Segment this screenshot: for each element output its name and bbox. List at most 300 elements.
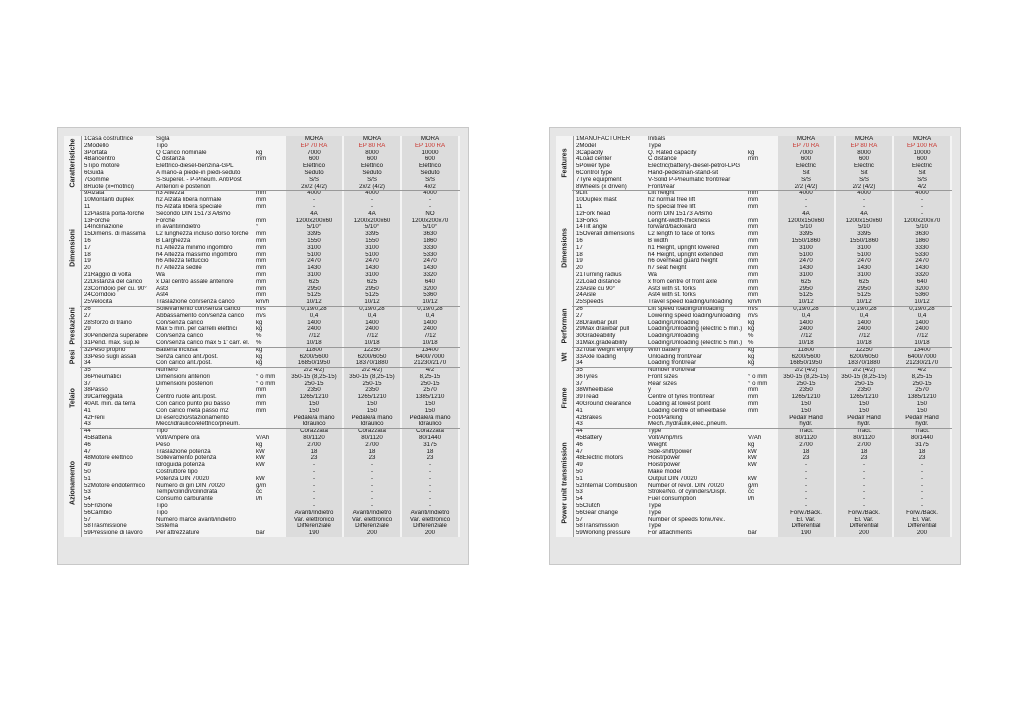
param-label: 38Wheelbase <box>576 387 614 394</box>
param-desc: Consumo carburante <box>156 496 213 503</box>
table-row <box>64 523 460 530</box>
unit: kg <box>256 346 263 353</box>
param-desc: Per attrezzature <box>156 530 200 537</box>
model-2-value: 80/1120 <box>344 435 400 442</box>
param-desc: Peso <box>156 441 170 448</box>
model-2-value: 2700 <box>344 442 400 449</box>
param-desc: Centro ruote ant./post. <box>156 394 217 401</box>
model-1-value: 600 <box>778 156 834 163</box>
unit: bar <box>256 530 265 537</box>
unit: m/s <box>748 312 758 319</box>
model-1-value: 1200x150x60 <box>778 218 834 225</box>
model-2-value: hydr. <box>836 421 892 428</box>
model-1-value: 250-15 <box>778 381 834 388</box>
model-2-value: 1430 <box>344 265 400 272</box>
model-1-value: - <box>286 483 342 490</box>
model-2-value: - <box>836 469 892 476</box>
section-label <box>64 367 82 428</box>
param-label: 15Dimens. di massima <box>84 231 146 238</box>
param-label: 48Motore elettrico <box>84 455 133 462</box>
model-2-value: 2x/2 (4/2) <box>344 184 400 191</box>
model-3-value: - <box>894 469 950 476</box>
param-desc: Type <box>648 523 662 530</box>
table-row <box>556 449 952 456</box>
table-row <box>556 143 952 150</box>
table-row <box>556 252 952 259</box>
param-label: 37 <box>576 380 583 387</box>
spec-table-english <box>556 136 952 537</box>
model-2-value: S/S <box>836 177 892 184</box>
param-label: 32Total weight empty <box>576 346 634 353</box>
model-2-value: 8000 <box>344 150 400 157</box>
param-desc: Potenza DIN 70020 <box>156 475 210 482</box>
param-desc: Loading/Unloading <box>648 333 699 340</box>
model-2-value: 6200/6050 <box>836 354 892 361</box>
unit: l/h <box>748 496 755 503</box>
model-1-value: 1550/1860 <box>778 238 834 245</box>
model-3-value: 150 <box>402 401 458 408</box>
param-desc: x from centre of front axle <box>648 278 718 285</box>
unit <box>256 184 284 191</box>
model-1-value: 190 <box>778 530 834 537</box>
model-2-value: 150 <box>344 408 400 415</box>
model-3-value: 2400 <box>402 326 458 333</box>
unit: cc <box>256 489 263 496</box>
section-label <box>64 190 82 306</box>
model-2-value: 4A <box>344 211 400 218</box>
unit: mm <box>256 156 267 163</box>
table-row <box>64 143 460 150</box>
table-row <box>556 469 952 476</box>
param-label: 48Electric motors <box>576 455 624 462</box>
model-2-value: - <box>836 197 892 204</box>
unit <box>748 163 776 170</box>
table-row <box>556 156 952 163</box>
param-desc: Con/senza carico <box>156 333 204 340</box>
param-desc: h1 Altezza minimo ingombro <box>156 244 233 251</box>
param-label: 47 <box>576 448 583 455</box>
unit: % <box>256 333 262 340</box>
model-3-value: El. Var. <box>894 517 950 524</box>
param-desc: Costruttore tipo <box>156 469 198 476</box>
param-desc: h3 Altezza <box>156 190 185 197</box>
unit: kg <box>256 360 263 367</box>
param-desc: Unloading front/rear <box>648 353 702 360</box>
unit: mm <box>256 190 267 197</box>
model-3-value: 5360 <box>402 292 458 299</box>
model-2-value: Avanti/Indietro <box>344 510 400 517</box>
model-2-value: - <box>344 476 400 483</box>
param-desc: L2 length to face of forks <box>648 231 715 238</box>
param-desc: Sigla <box>156 136 170 142</box>
model-1-value: 10/12 <box>286 299 342 306</box>
param-desc: h4 Altezza massimo ingombro <box>156 251 238 258</box>
model-2-value: 5/10 <box>836 224 892 231</box>
model-2-value: 2/2 4/2) <box>344 367 400 374</box>
unit: km/h <box>748 299 762 306</box>
param-desc: Idroguida potenza <box>156 462 205 469</box>
model-3-value: 3330 <box>402 245 458 252</box>
table-row <box>556 211 952 218</box>
param-label: 46 <box>576 441 583 448</box>
param-desc: Hoist/power <box>648 455 681 462</box>
model-3-value: 3630 <box>894 231 950 238</box>
unit <box>256 163 284 170</box>
param-label: 40Alt. min. da terra <box>84 401 136 408</box>
param-label: 27 <box>84 312 91 319</box>
param-desc: Centre of tyres front/rear <box>648 394 715 401</box>
param-desc: Ast4 <box>156 292 169 299</box>
model-3-value: 1430 <box>894 265 950 272</box>
model-2-value: - <box>344 496 400 503</box>
table-row <box>556 184 952 191</box>
table-row <box>556 150 952 157</box>
unit <box>256 510 284 517</box>
model-3-value: 21230/2170 <box>894 360 950 367</box>
model-2-value: 350-15 (8,25-15) <box>836 374 892 381</box>
model-1-value: 350-15 (8,25-15) <box>778 374 834 381</box>
param-label: 35 <box>576 367 583 374</box>
unit: kW <box>748 455 757 462</box>
param-label: 29 <box>84 326 91 333</box>
model-3-value: Pedale/a mano <box>402 415 458 422</box>
model-2-value: Pedale/a mano <box>344 415 400 422</box>
model-2-value: 18370/1880 <box>836 360 892 367</box>
table-row <box>64 231 460 238</box>
param-label: 50 <box>84 469 91 476</box>
model-3-value: - <box>894 489 950 496</box>
param-desc: S-Superel. - P-Pneum. Ant/Post <box>156 176 242 183</box>
param-label: 3Portata <box>84 149 108 156</box>
model-3-value: MORA <box>402 136 458 143</box>
model-1-value: 3395 <box>286 231 342 238</box>
unit <box>748 170 776 177</box>
param-label: 35 <box>84 367 91 374</box>
param-label: 34 <box>84 360 91 367</box>
param-desc: Forche <box>156 217 175 224</box>
table-row <box>556 204 952 211</box>
table-row <box>64 462 460 469</box>
model-3-value: 23 <box>894 455 950 462</box>
unit: ° o mm <box>748 380 768 387</box>
model-3-value: 7/12 <box>894 333 950 340</box>
model-3-value: 7/12 <box>402 333 458 340</box>
param-label: 11 <box>84 203 91 210</box>
param-desc: Con/senza carico max 5 1' carr. el. <box>156 339 250 346</box>
param-label: 16 <box>576 237 583 244</box>
param-label: 51 <box>84 475 91 482</box>
param-label: 46 <box>84 441 91 448</box>
model-3-value: 10000 <box>894 150 950 157</box>
unit: mm <box>256 237 267 244</box>
model-1-value: 23 <box>286 455 342 462</box>
model-1-value: 350-15 (8,25-15) <box>286 374 342 381</box>
section-separator <box>572 347 952 348</box>
model-1-value: 150 <box>778 408 834 415</box>
param-desc: Traslazione con/senza carico <box>156 299 235 306</box>
model-3-value: 1385/1210 <box>402 394 458 401</box>
param-label: 42Brakes <box>576 414 602 421</box>
param-label: 23Aisle cu 90° <box>576 285 616 292</box>
unit: kg <box>748 353 755 360</box>
param-desc: h6 Altezza tettuccio <box>156 258 209 265</box>
section-label <box>64 306 82 347</box>
model-3-value: 1430 <box>402 265 458 272</box>
param-desc: B Larghezza <box>156 237 191 244</box>
model-2-value: 18 <box>836 449 892 456</box>
model-2-value: 3395 <box>836 231 892 238</box>
unit: V/Ah <box>256 435 270 442</box>
model-1-value: 7/12 <box>778 333 834 340</box>
unit: mm <box>748 258 759 265</box>
table-row <box>64 517 460 524</box>
table-row <box>64 163 460 170</box>
param-label: 54 <box>576 496 583 503</box>
model-3-value: EP 100 RA <box>894 143 950 150</box>
param-label: 26 <box>576 305 583 312</box>
model-3-value: Tract. <box>894 428 950 435</box>
param-desc: Wa <box>648 271 657 278</box>
model-3-value: 0,4 <box>894 313 950 320</box>
unit <box>748 517 776 524</box>
param-label: 28Drawbar pull <box>576 319 617 326</box>
model-2-value: 3100 <box>344 245 400 252</box>
param-label: 10Duplex mast <box>576 197 617 204</box>
table-row <box>556 258 952 265</box>
model-3-value: 3175 <box>402 442 458 449</box>
model-1-value: - <box>778 204 834 211</box>
table-row <box>556 292 952 299</box>
model-2-value: 2400 <box>344 326 400 333</box>
model-2-value: MORA <box>344 136 400 143</box>
model-1-value: Idraulico <box>286 421 342 428</box>
unit: mm <box>748 285 759 292</box>
section-label-text: Frame <box>561 387 569 409</box>
param-desc: norm DIN 15173 A/B/no <box>648 210 713 217</box>
model-2-value: 350-15 (8,25-15) <box>344 374 400 381</box>
model-1-value: 1200x200x60 <box>286 218 342 225</box>
model-1-value: 5/10 <box>778 224 834 231</box>
param-desc: Volt/Ampère ora <box>156 435 200 442</box>
param-desc: Rear sizes <box>648 380 677 387</box>
model-2-value: 1430 <box>836 265 892 272</box>
table-row <box>64 435 460 442</box>
table-row <box>556 238 952 245</box>
param-label: 33Peso sugli assali <box>84 353 137 360</box>
table-row <box>556 455 952 462</box>
param-desc: h2 Alzata libera normale <box>156 197 222 204</box>
model-3-value: 150 <box>894 408 950 415</box>
param-desc: C distanza <box>156 156 185 163</box>
model-2-value: 7/12 <box>836 333 892 340</box>
unit: bar <box>748 530 757 537</box>
model-2-value: - <box>344 462 400 469</box>
model-2-value: Seduto <box>344 170 400 177</box>
unit <box>256 415 284 422</box>
param-label: 44 <box>576 428 583 435</box>
model-2-value: 150 <box>344 401 400 408</box>
param-label: 30Pendenza superabile <box>84 333 149 340</box>
model-2-value: Pedal/ Hand <box>836 415 892 422</box>
param-label: 29Max drawbar pull <box>576 326 630 333</box>
param-desc: L2 lunghezza incluso dorso forche <box>156 231 249 238</box>
param-desc: Sollevamento con/senza carico <box>156 305 241 312</box>
table-row <box>556 435 952 442</box>
table-row <box>64 326 460 333</box>
unit <box>748 136 776 143</box>
table-row <box>556 394 952 401</box>
model-1-value: 5125 <box>286 292 342 299</box>
param-desc: Foot/Parking <box>648 414 683 421</box>
model-3-value: 1200x200x70 <box>894 218 950 225</box>
model-1-value: 1430 <box>778 265 834 272</box>
param-label: 1MANUFACTURER <box>576 136 631 142</box>
table-row <box>556 510 952 517</box>
param-label: 37 <box>84 380 91 387</box>
unit: cc <box>748 489 755 496</box>
model-2-value: 80/1120 <box>836 435 892 442</box>
model-2-value: 600 <box>344 156 400 163</box>
param-desc: Number of speeds forw./rev.. <box>648 516 726 523</box>
model-2-value: 1265/1210 <box>344 394 400 401</box>
model-2-value: S/S <box>344 177 400 184</box>
model-3-value: - <box>894 503 950 510</box>
model-3-value: - <box>402 197 458 204</box>
param-label: 50 <box>576 469 583 476</box>
unit <box>256 177 284 184</box>
table-row <box>64 469 460 476</box>
model-2-value: 1200x200x60 <box>344 218 400 225</box>
param-desc: h6 overhead guard height <box>648 258 718 265</box>
model-1-value: 3100 <box>286 272 342 279</box>
section-label-text: Prestazioni <box>69 307 77 346</box>
model-3-value: 3320 <box>402 272 458 279</box>
param-label: 59Working pressure <box>576 530 631 537</box>
table-row <box>64 252 460 259</box>
model-2-value: - <box>836 496 892 503</box>
model-2-value: El. Var. <box>836 517 892 524</box>
param-label: 8Wheels (x driven) <box>576 183 627 190</box>
param-label: 17 <box>84 244 91 251</box>
section-separator <box>80 367 460 368</box>
model-1-value: 2950 <box>778 286 834 293</box>
unit: mm <box>256 387 267 394</box>
param-desc: Loading/Unloading (electric 5 min.) <box>648 326 743 333</box>
table-row <box>64 292 460 299</box>
unit: mm <box>748 231 759 238</box>
model-1-value: 150 <box>286 408 342 415</box>
model-2-value: MORA <box>836 136 892 143</box>
model-1-value: - <box>286 197 342 204</box>
model-3-value: Var. elettronico <box>402 517 458 524</box>
param-label: 4Load center <box>576 156 612 163</box>
param-desc: Ast3 with st. forks <box>648 285 696 292</box>
param-desc: Output DIN 70020 <box>648 475 698 482</box>
model-2-value: 1400 <box>344 320 400 327</box>
model-2-value: 23 <box>344 455 400 462</box>
param-label: 59Pressione di lavoro <box>84 530 143 537</box>
param-label: 36Pneumatici <box>84 373 121 380</box>
table-row <box>64 408 460 415</box>
param-desc: Tipo <box>156 509 168 516</box>
model-3-value: 4x/2 <box>402 184 458 191</box>
model-3-value: EP 100 RA <box>402 143 458 150</box>
model-2-value: 3100 <box>836 245 892 252</box>
model-3-value: 4/2 <box>894 367 950 374</box>
model-2-value: 2470 <box>344 258 400 265</box>
model-2-value: 6200/6050 <box>344 354 400 361</box>
param-desc: Fuel consumption <box>648 496 697 503</box>
section-label <box>64 347 82 367</box>
model-2-value: - <box>344 503 400 510</box>
unit: kg <box>748 360 755 367</box>
param-desc: With battery <box>648 346 681 353</box>
unit: mm <box>748 156 759 163</box>
param-label: 49 <box>576 462 583 469</box>
model-3-value: Electric <box>894 163 950 170</box>
param-label: 40Ground clearance <box>576 401 632 408</box>
section-label-text: Features <box>561 148 569 178</box>
model-1-value: 150 <box>286 401 342 408</box>
table-row <box>64 299 460 306</box>
param-desc: Q. Rated capacity <box>648 149 697 156</box>
model-2-value: 0,19/0,28 <box>836 306 892 313</box>
table-row <box>556 326 952 333</box>
param-label: 20 <box>576 265 583 272</box>
param-desc: Loading at lowest point <box>648 401 711 408</box>
param-label: 53 <box>84 489 91 496</box>
table-row <box>64 503 460 510</box>
model-1-value: 0,4 <box>286 313 342 320</box>
param-label: 38Passo <box>84 387 108 394</box>
section-separator <box>572 190 952 191</box>
model-3-value: 0,19/0,28 <box>402 306 458 313</box>
param-label: 2Modello <box>84 142 109 149</box>
section-separator <box>80 306 460 307</box>
model-1-value: - <box>778 462 834 469</box>
unit: mm <box>256 407 267 414</box>
model-1-value: 625 <box>778 279 834 286</box>
model-3-value: - <box>894 462 950 469</box>
model-2-value: 0,4 <box>344 313 400 320</box>
unit: mm <box>256 231 267 238</box>
model-3-value: 150 <box>894 401 950 408</box>
param-label: 54 <box>84 496 91 503</box>
table-row <box>64 238 460 245</box>
model-2-value: 2350 <box>344 387 400 394</box>
unit <box>256 211 284 218</box>
unit <box>256 517 284 524</box>
table-row <box>556 517 952 524</box>
model-2-value: 250-15 <box>344 381 400 388</box>
model-1-value: 625 <box>286 279 342 286</box>
model-3-value: 2400 <box>894 326 950 333</box>
param-desc: Mech.,hydraulik,elec.,pneum. <box>648 421 728 428</box>
model-1-value: 1550 <box>286 238 342 245</box>
model-3-value: 2470 <box>402 258 458 265</box>
model-3-value: - <box>402 503 458 510</box>
model-1-value: 2/2 4/2) <box>286 367 342 374</box>
param-label: 18 <box>576 251 583 258</box>
model-1-value: - <box>286 503 342 510</box>
model-3-value: 80/1440 <box>402 435 458 442</box>
table-row <box>556 489 952 496</box>
model-1-value: 2950 <box>286 286 342 293</box>
param-desc: Travel speed loading/unloading <box>648 299 733 306</box>
param-label: 23Corridoio per cu. 90° <box>84 285 147 292</box>
model-2-value: Tract. <box>836 428 892 435</box>
table-row <box>64 245 460 252</box>
